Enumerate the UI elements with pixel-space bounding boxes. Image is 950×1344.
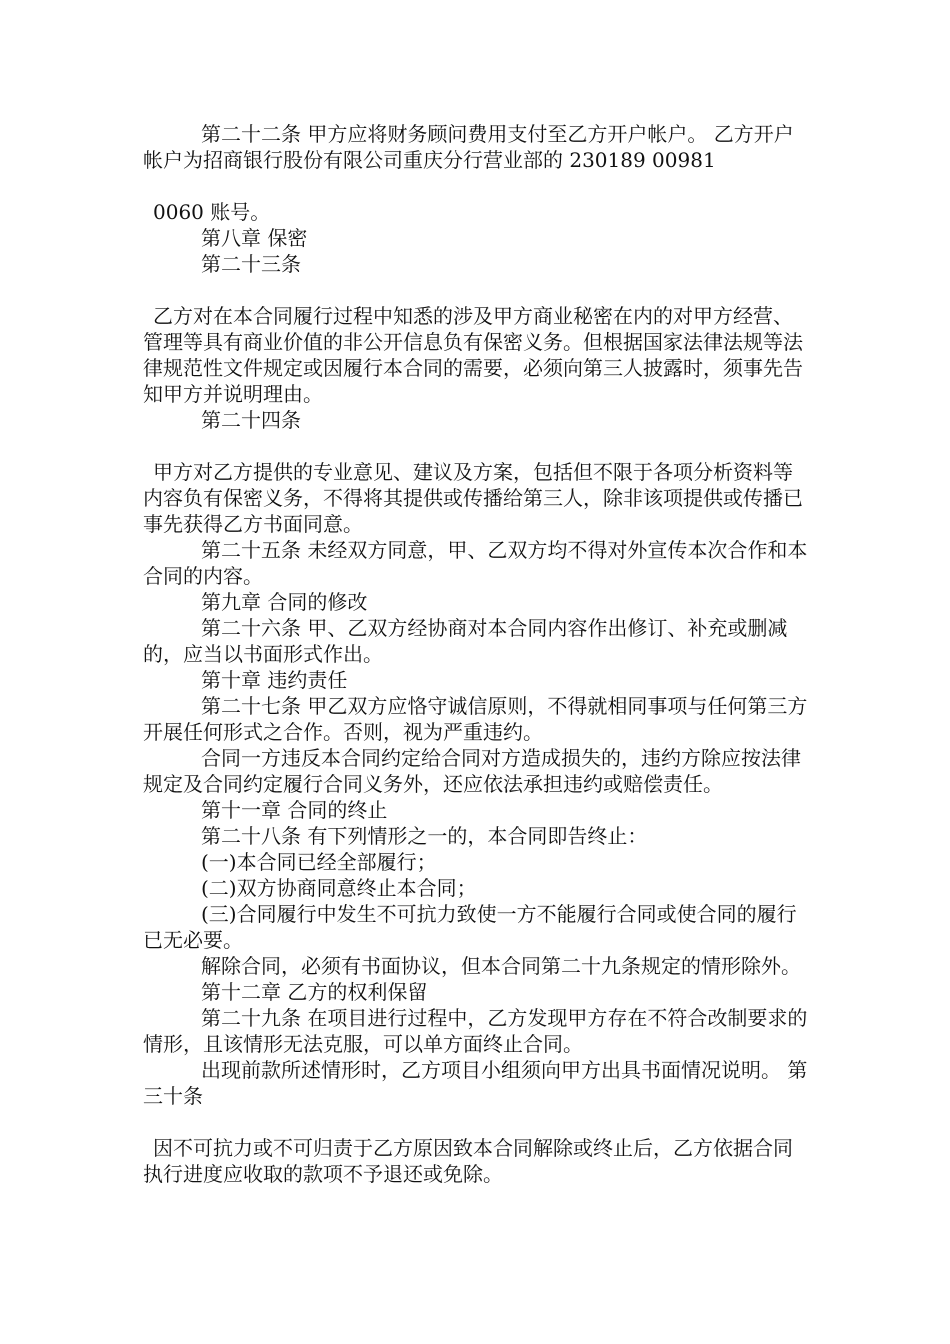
blank-line [143,1109,809,1135]
clause-27: 第二十七条 甲乙双方应恪守诚信原则，不得就相同事项与任何第三方开展任何形式之合作。否则，视为严重违约。 [143,694,808,744]
breach-compensation-paragraph: 合同一方违反本合同约定给合同对方造成损失的，违约方除应按法律规定及合同约定履行合同义务外，还应依法承担违约或赔偿责任。 [143,746,801,796]
chapter-9-heading: 第九章 合同的修改 [201,590,368,614]
rescission-paragraph: 解除合同，必须有书面协议，但本合同第二十九条规定的情形除外。 [201,954,801,978]
termination-item-2: (二)双方协商同意终止本合同； [201,876,477,900]
chapter-8-heading: 第八章 保密 [201,226,308,250]
blank-line [143,433,809,459]
termination-item-1: (一)本合同已经全部履行； [201,850,437,874]
chapter-10-heading: 第十章 违约责任 [201,668,348,692]
clause-24-body: 甲方对乙方提供的专业意见、建议及方案，包括但不限于各项分析资料等内容负有保密义务，不得将其提供或传播给第三人，除非该项提供或传播已事先获得乙方书面同意。 [143,460,803,536]
clause-22: 第二十二条 甲方应将财务顾问费用支付至乙方开户帐户。 乙方开户帐户为招商银行股份有限公司重庆分行营业部的 230189 00981 [143,122,794,172]
chapter-12-heading: 第十二章 乙方的权利保留 [201,980,428,1004]
clause-28: 第二十八条 有下列情形之一的，本合同即告终止： [201,824,648,848]
clause-30-body: 因不可抗力或不可归责于乙方原因致本合同解除或终止后，乙方依据合同执行进度应收取的款项不予退还或免除。 [143,1136,793,1186]
clause-25: 第二十五条 未经双方同意，甲、乙双方均不得对外宣传本次合作和本合同的内容。 [143,538,808,588]
clause-29: 第二十九条 在项目进行过程中，乙方发现甲方存在不符合改制要求的情形，且该情形无法克服，可以单方面终止合同。 [143,1006,808,1056]
account-number-continuation: 0060 账号。 [153,200,271,224]
chapter-11-heading: 第十一章 合同的终止 [201,798,388,822]
document-body [143,121,809,1187]
clause-23-heading: 第二十三条 [201,252,301,276]
blank-line [143,173,809,199]
termination-item-3: (三)合同履行中发生不可抗力致使一方不能履行合同或使合同的履行已无必要。 [143,902,797,952]
written-explanation-and-clause-30: 出现前款所述情形时，乙方项目小组须向甲方出具书面情况说明。 第三十条 [143,1058,808,1108]
clause-26: 第二十六条 甲、乙双方经协商对本合同内容作出修订、补充或删减的，应当以书面形式作出。 [143,616,788,666]
clause-24-heading: 第二十四条 [201,408,301,432]
clause-23-body: 乙方对在本合同履行过程中知悉的涉及甲方商业秘密在内的对甲方经营、管理等具有商业价值的非公开信息负有保密义务。但根据国家法律法规等法律规范性文件规定或因履行本合同的需要，必须向第三人披露时，须事先告知甲方并说明理由。 [143,304,803,406]
blank-line [143,277,809,303]
